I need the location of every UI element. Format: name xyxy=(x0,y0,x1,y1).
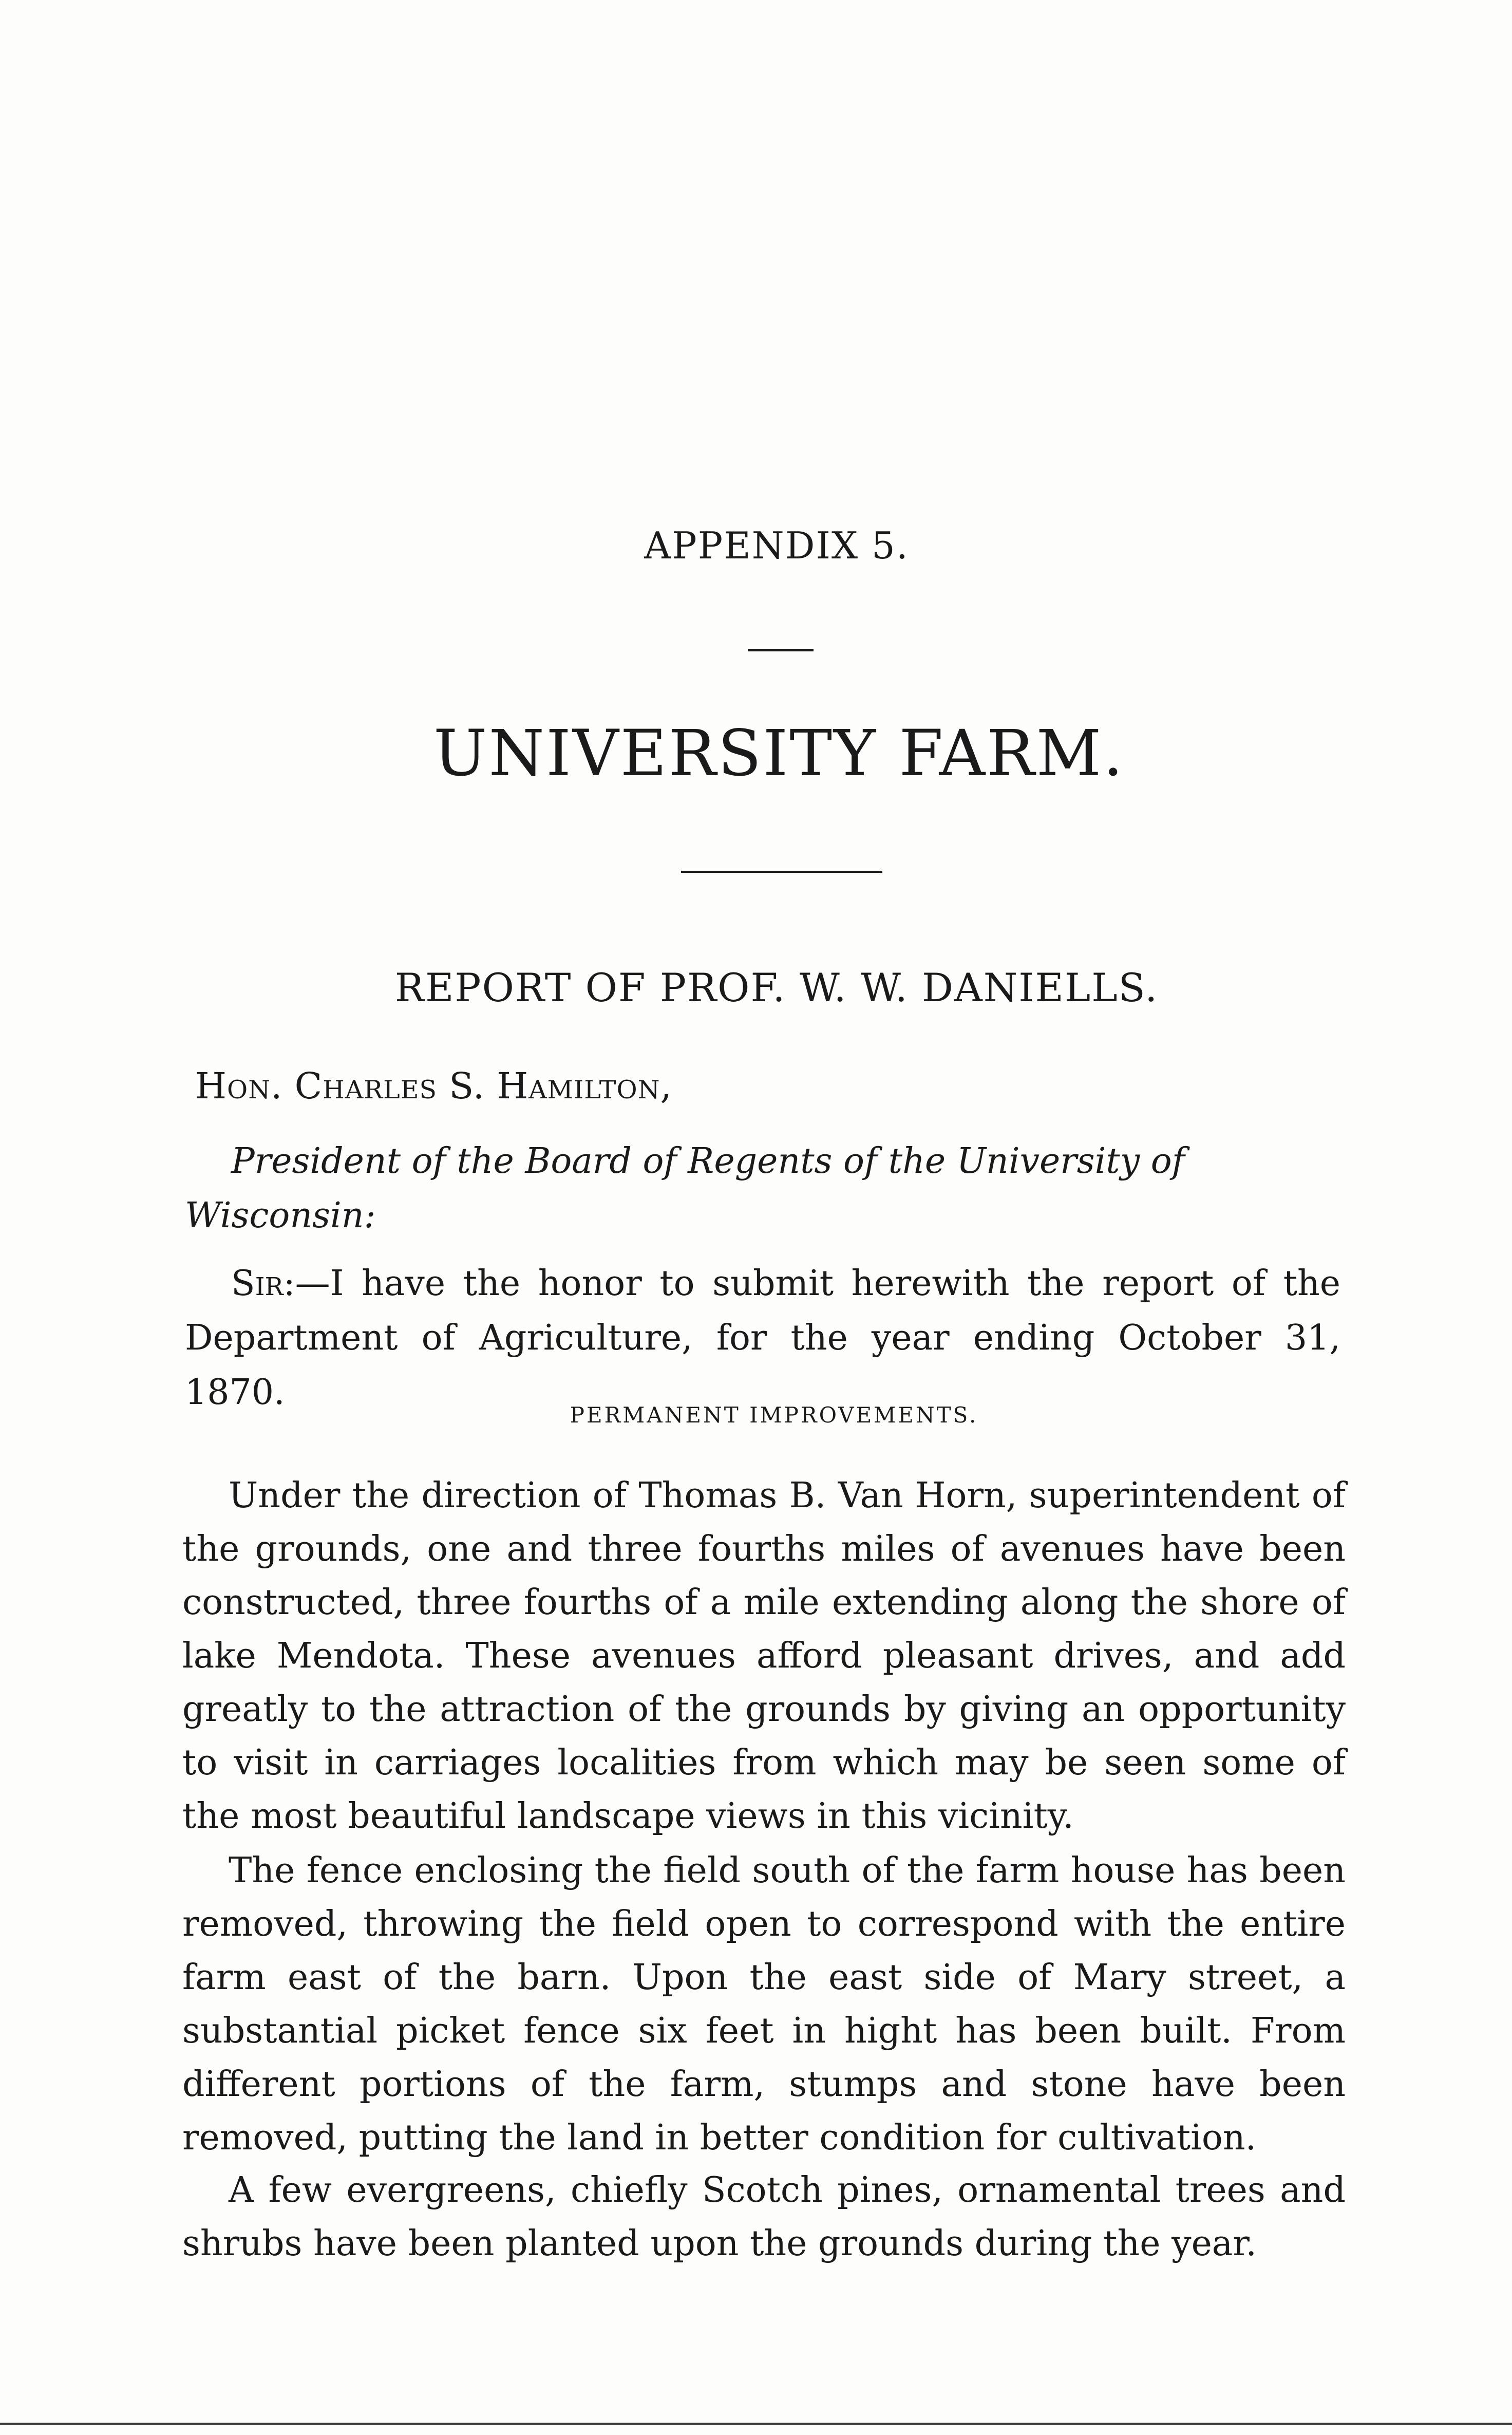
appendix-heading: APPENDIX 5. xyxy=(644,524,909,567)
salutation-text: :—I have the honor to submit herewith the report of the Department of Agriculture, for the year ending October 31, 1870. xyxy=(185,1263,1340,1413)
main-title: UNIVERSITY FARM. xyxy=(433,717,1125,791)
short-divider-rule xyxy=(748,649,814,651)
body-paragraph: A few evergreens, chiefly Scotch pines, ornamental trees and shrubs have been planted upon the grounds during the year. xyxy=(182,2170,1346,2264)
salutation-paragraph xyxy=(185,1257,1340,1420)
report-title: REPORT OF PROF. W. W. DANIELLS. xyxy=(394,965,1159,1010)
section-heading: PERMANENT IMPROVEMENTS. xyxy=(570,1402,978,1428)
page-bottom-edge xyxy=(0,2423,1512,2425)
body-paragraph: Under the direction of Thomas B. Van Horn, superintendent of the grounds, one and three fourths miles of avenues have been constructed, three fourths of a mile extending along the shore of lake Mendota. These avenues afford pleasant drives, and add greatly to the attraction of the grounds by giving an opportunity to visit in carriages localities from which may be seen some of the most beautiful landscape views in this vicinity. xyxy=(182,1475,1346,1837)
addressee-title: President of the Board of Regents of the University of Wisconsin: xyxy=(185,1141,1185,1236)
addressee: Hon. Charles S. Hamilton, xyxy=(195,1065,672,1107)
body-paragraph: The fence enclosing the field south of the farm house has been removed, throwing the field open to correspond with the entire farm east of the barn. Upon the east side of Mary street, a substantial picket fence six feet in hight has been built. From different portions of the farm, stumps and stone have been removed, putting the land in better condition for cultivation. xyxy=(182,1850,1346,2158)
long-divider-rule xyxy=(681,871,882,873)
salutation-sir: Sir xyxy=(231,1263,284,1304)
